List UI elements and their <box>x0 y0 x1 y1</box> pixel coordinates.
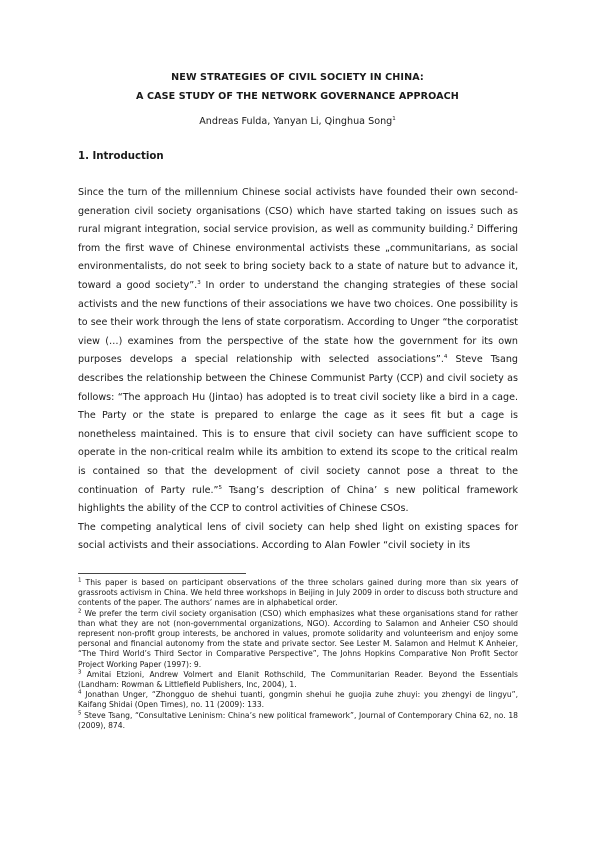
body-text <box>78 184 518 556</box>
footnote-ref-5: 5 <box>218 484 222 491</box>
footnote-1 <box>78 578 518 609</box>
paper-title-line-1: NEW STRATEGIES OF CIVIL SOCIETY IN CHINA: <box>171 72 424 83</box>
footnote-number: 2 <box>78 608 82 615</box>
footnote-ref-3: 3 <box>197 279 201 286</box>
footnote-text: We prefer the term civil society organisation (CSO) which emphasizes what these organisations stand for rather than what they are not (non-governmental organizations, NGO). According to Salamon and Anheier CSO should represent non-profit group interests, be anchored in values, promote solidarity and volunteerism and enjoy some personal and financial autonomy from the state and private sector. See Lester M. Salamon and Helmut K Anheier, “The Third World’s Third Sector in Comparative Perspective”, The Johns Hopkins Comparative Non Profit Sector Project Working Paper (1997): 9. <box>78 608 518 669</box>
author-list <box>0 116 595 127</box>
author-names: Andreas Fulda, Yanyan Li, Qinghua Song <box>199 116 393 127</box>
footnote-separator <box>78 573 246 574</box>
footnote-number: 1 <box>78 577 82 584</box>
footnote-text: Steve Tsang, “Consultative Leninism: China’s new political framework”, Journal of Contemporary China 62, no. 18 (2009), 874. <box>78 710 518 730</box>
para1-sentence-1: Since the turn of the millennium Chinese social activists have founded their own second-generation civil society organisations (CSO) which have started taking on issues such as rural migrant integration, social service provision, as well as community building. <box>78 187 518 236</box>
footnote-text: This paper is based on participant observations of the three scholars gained during more than six years of grassroots activism in China. We held three workshops in Beijing in July 2009 in order to discuss both structure and contents of the paper. The authors’ names are in alphabetical order. <box>78 578 518 608</box>
para1-sentence-2: Differing from the first wave of Chinese environmental activists these „communitarians, as social environmentalists, do not seek to bring society back to a state of nature but to advance it, toward a good society”. <box>78 224 518 291</box>
footnote-ref-4: 4 <box>443 354 448 361</box>
paragraph-1 <box>78 184 518 519</box>
footnote-4 <box>78 690 518 710</box>
para1-sentence-3: In order to understand the changing strategies of these social activists and the new functions of their associations we have two choices. One possibility is to see their work through the lens of state corporatism. According to Unger “the corporatist view (…) examines from the perspective of the state how the government for its own purposes develops a special relationship with selected associations”. <box>78 279 518 366</box>
footnote-number: 3 <box>78 669 82 676</box>
para1-sentence-5: Tsang’s description of China’ s new political framework highlights the ability of the CCP to control activities of Chinese CSOs. <box>78 484 518 515</box>
para1-sentence-4: Steve Tsang describes the relationship between the Chinese Communist Party (CCP) and civil society as follows: “The approach Hu (Jintao) has adopted is to treat civil society like a bird in a cage. The Party or the state is prepared to enlarge the cage as it sees fit but a cage is nonetheless maintained. This is to ensure that civil society can have sufficient scope to operate in the non-critical realm while its ambition to extend its scope to the critical realm is contained so that the development of civil society cannot pose a threat to the continuation of Party rule.” <box>78 354 518 496</box>
footnotes <box>78 578 518 731</box>
footnote-text: Jonathan Unger, “Zhongguo de shehui tuanti, gongmin shehui he guojia zuhe zhuyi: you zhengyi de lingyu”, Kaifang Shidai (Open Times), no. 11 (2009): 133. <box>78 690 518 710</box>
footnote-2 <box>78 609 518 670</box>
footnote-5 <box>78 711 518 731</box>
paragraph-2: The competing analytical lens of civil society can help shed light on existing spaces for social activists and their associations. According to Alan Fowler “civil society in its <box>78 521 518 552</box>
footnote-number: 4 <box>78 689 82 696</box>
footnote-number: 5 <box>78 710 82 717</box>
footnote-ref-1: 1 <box>392 115 396 122</box>
footnote-text: Amitai Etzioni, Andrew Volmert and Elanit Rothschild, The Communitarian Reader. Beyond the Essentials (Landham: Rowman & Littlefield Publishers, Inc, 2004), 1. <box>78 669 518 690</box>
paper-title-line-2: A CASE STUDY OF THE NETWORK GOVERNANCE APPROACH <box>136 91 459 102</box>
section-heading: 1. Introduction <box>78 151 164 162</box>
footnote-3 <box>78 670 518 690</box>
footnote-ref-2: 2 <box>470 224 474 231</box>
